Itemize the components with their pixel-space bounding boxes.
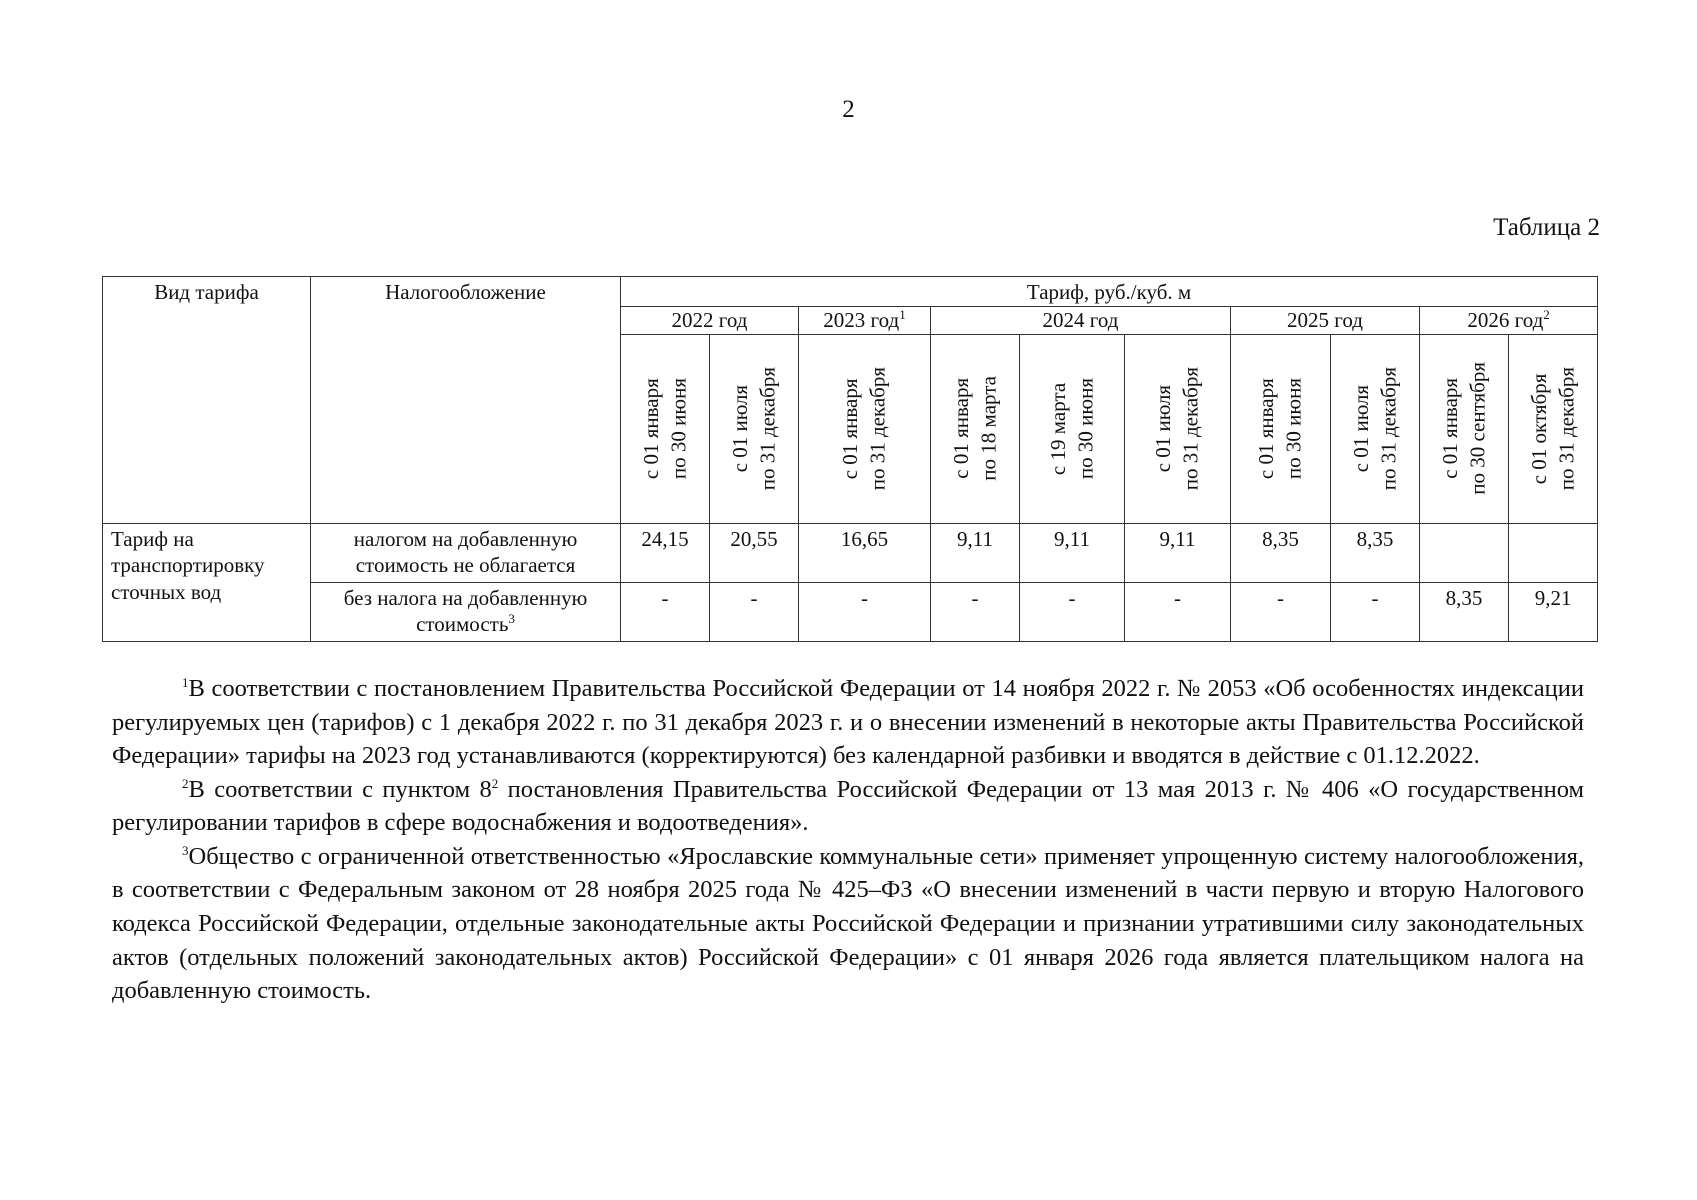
taxation-text: налогом на добавленную стоимость не облагается [353,526,578,578]
row-label-tariff-type: Тариф на транспортировку сточных вод [103,523,311,641]
tariff-value-cell: - [1231,582,1331,641]
col-header-tariff: Тариф, руб./куб. м [621,277,1598,307]
footnote-text: В соответствии с постановлением Правительства Российской Федерации от 14 ноября 2022 г. № 2053 «Об особенностях индексации регулируемых цен (тарифов) с 1 декабря 2022 г. по 31 декабря 2023 г. и о внесении изменений в некоторые акты Правительства Российской Федерации» тарифы на 2023 год устанавливаются (корректируются) без календарной разбивки и вводятся в действие с 01.12.2022. [112,675,1584,770]
paragraph-superscript: 2 [491,775,499,791]
col-header-taxation: Налогообложение [311,277,621,524]
period-label: с 19 марта по 30 июня [1045,378,1097,480]
year-header-2026 [1420,306,1598,334]
period-header [1509,334,1598,523]
tariff-value-cell: - [799,582,931,641]
tariff-value-cell: 24,15 [621,523,710,582]
period-label: с 01 июля по 31 декабря [1151,367,1203,491]
footnotes [112,672,1584,1008]
year-header-2022 [621,306,799,334]
tariff-value-cell: - [1331,582,1420,641]
year-label: 2025 год [1287,307,1363,332]
period-header [1020,334,1125,523]
tariff-value-cell: - [710,582,799,641]
footnote-text: В соответствии с пунктом 8 [188,775,492,803]
tariff-value-cell: 8,35 [1420,582,1509,641]
year-header-2024 [931,306,1231,334]
col-header-tariff-type: Вид тарифа [103,277,311,524]
year-label: 2024 год [1042,307,1119,332]
year-header-2025 [1231,306,1420,334]
tariff-value-cell [1509,523,1598,582]
period-label: с 01 января по 18 марта [948,376,1000,481]
period-label: с 01 октября по 31 декабря [1526,367,1579,491]
period-header [1420,334,1509,523]
period-header [1231,334,1331,523]
tariff-value-cell: - [621,582,710,641]
tariff-value-cell: 9,21 [1509,582,1598,641]
tariff-value-cell: - [931,582,1020,641]
year-label: 2023 год [823,307,900,332]
tariff-value-cell: 20,55 [710,523,799,582]
period-label: с 01 июля по 31 декабря [727,367,779,491]
table-row [103,582,1598,641]
tariff-value-cell: - [1125,582,1231,641]
table-caption: Таблица 2 [1493,214,1600,241]
footnote-ref: 2 [1543,306,1550,322]
tariff-value-cell: 8,35 [1331,523,1420,582]
period-header [621,334,710,523]
footnote-2 [112,773,1584,840]
taxation-cell [311,582,621,641]
footnote-mark: 2 [182,775,189,791]
footnote-3 [112,840,1584,1008]
period-label: с 01 января по 30 июня [638,378,690,480]
period-header [1125,334,1231,523]
tariff-value-cell: 9,11 [931,523,1020,582]
taxation-text: без налога на добавленную стоимость [343,585,588,637]
period-header [931,334,1020,523]
footnote-mark: 1 [182,674,189,690]
tariff-value-cell: 16,65 [799,523,931,582]
footnote-text: Общество с ограниченной ответственностью «Ярославские коммунальные сети» применяет упрощенную систему налогообложения, в соответствии с Федеральным законом от 28 ноября 2025 года № 425–ФЗ «О внесении изменений в части первую и вторую Налогового кодекса Российской Федерации, отдельные законодательные акты Российской Федерации и признании утратившими силу законодательных актов (отдельных положений законодательных актов) Российской Федерации» с 01 января 2026 года является плательщиком налога на добавленную стоимость. [112,842,1584,1005]
year-header-2023 [799,306,931,334]
footnote-1 [112,672,1584,773]
period-label: с 01 июля по 31 декабря [1348,367,1400,491]
tariff-table [102,276,1598,642]
tariff-value-cell: - [1020,582,1125,641]
table-row [103,523,1598,582]
tariff-value-cell [1420,523,1509,582]
period-label: с 01 января по 30 сентября [1437,362,1489,496]
header-row [103,277,1598,307]
year-label: 2022 год [671,307,748,332]
year-label: 2026 год [1467,307,1544,332]
taxation-cell [311,523,621,582]
page-number: 2 [842,96,855,123]
period-header [799,334,931,523]
footnote-mark: 3 [182,842,189,858]
period-label: с 01 января по 31 декабря [838,367,890,491]
tariff-value-cell: 8,35 [1231,523,1331,582]
footnote-ref: 3 [508,611,515,627]
tariff-value-cell: 9,11 [1125,523,1231,582]
footnote-text: постановления Правительства Российской Федерации от 13 мая 2013 г. № 406 «О государственном регулировании тарифов в сфере водоснабжения и водоотведения». [112,775,1584,837]
tariff-value-cell: 9,11 [1020,523,1125,582]
period-header [710,334,799,523]
footnote-ref: 1 [899,306,906,322]
period-label: с 01 января по 30 июня [1254,378,1306,480]
period-header [1331,334,1420,523]
